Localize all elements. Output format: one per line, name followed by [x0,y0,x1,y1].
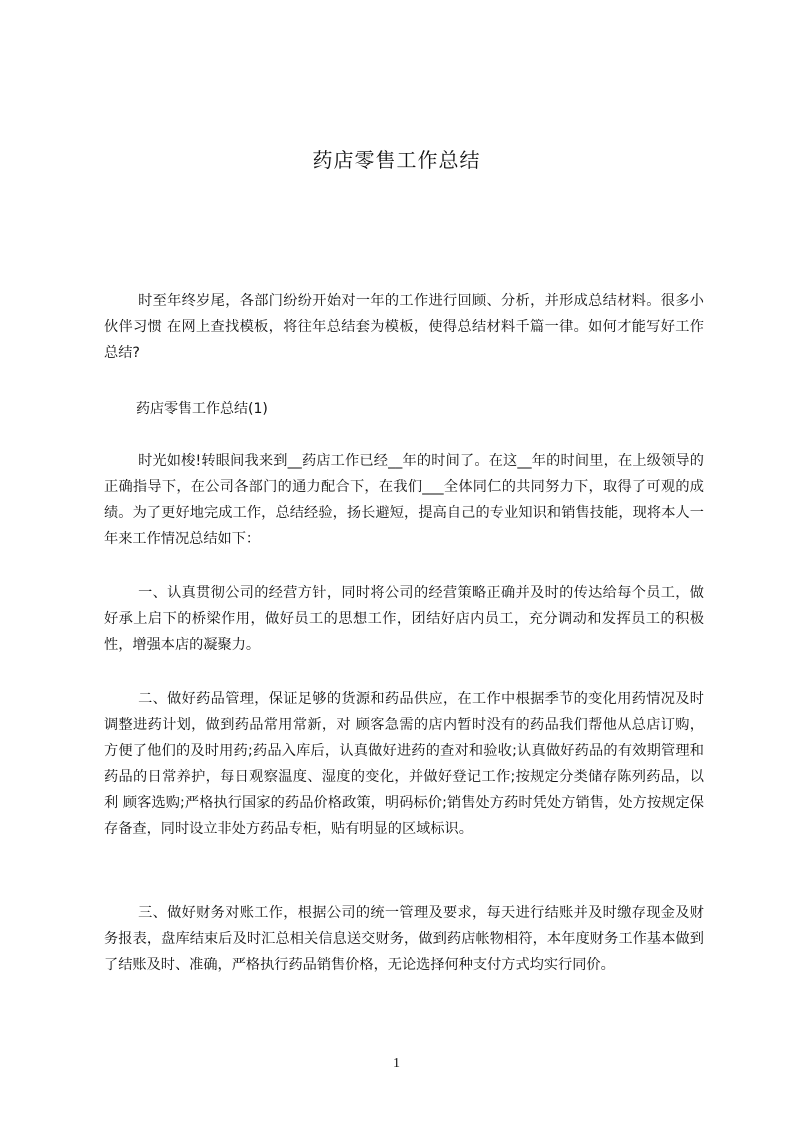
page-number: 1 [393,1056,400,1071]
intro-paragraph: 时至年终岁尾，各部门纷纷开始对一年的工作进行回顾、分析，并形成总结材料。很多小伙伴习惯 在网上查找模板，将往年总结套为模板，使得总结材料千篇一律。如何才能写好工作总结? [104,293,704,361]
paragraph-2: 一、认真贯彻公司的经营方针，同时将公司的经营策略正确并及时的传达给每个员工，做好承上启下的桥梁作用，做好员工的思想工作，团结好店内员工，充分调动和发挥员工的积极性，增强本店的凝聚力。 [104,585,704,653]
paragraph-1: 时光如梭!转眼间我来到__药店工作已经__年的时间了。在这__年的时间里，在上级领导的正确指导下，在公司各部门的通力配合下，在我们___全体同仁的共同努力下，取得了可观的成绩。为了更好地完成工作，总结经验，扬长避短，提高自己的专业知识和销售技能，现将本人一年来工作情况总结如下： [104,453,704,547]
paragraph-4: 三、做好财务对账工作，根据公司的统一管理及要求，每天进行结账并及时缴存现金及财务报表，盘库结束后及时汇总相关信息送交财务，做到药店帐物相符，本年度财务工作基本做到了结账及时、准确，严格执行药品销售价格，无论选择何种支付方式均实行同价。 [104,905,704,973]
section-heading: 药店零售工作总结(1) [136,401,268,417]
paragraph-3: 二、做好药品管理，保证足够的货源和药品供应，在工作中根据季节的变化用药情况及时调整进药计划，做到药品常用常新，对 顾客急需的店内暂时没有的药品我们帮他从总店订购，方便了他们的及时用药;药品入库后，认真做好进药的查对和验收;认真做好药品的有效期管理和药品的日常养护，每日观察温度、湿度的变化，并做好登记工作;按规定分类储存陈列药品，以利 顾客选购;严格执行国家的药品价格政策，明码标价;销售处方药时凭处方销售，处方按规定保存备查，同时设立非处方药品专柜，贴有明显的区域标识。 [104,691,704,837]
document-title: 药店零售工作总结 [312,148,481,172]
